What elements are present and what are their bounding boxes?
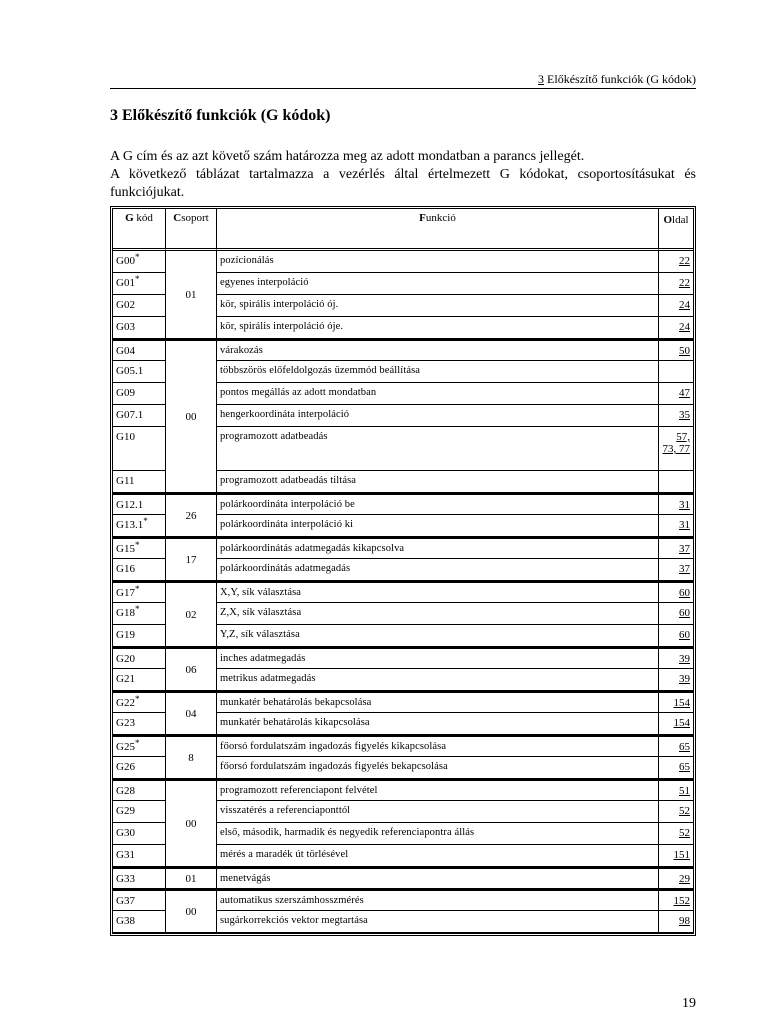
g-code: G12.1	[116, 499, 144, 511]
default-marker: *	[134, 738, 140, 748]
group-cell: 8	[166, 735, 217, 779]
g-code-cell	[113, 295, 166, 317]
page-ref-link[interactable]: 29	[679, 873, 690, 885]
header-group: Csoport	[166, 209, 217, 251]
page-ref-cell	[659, 317, 693, 339]
g-code: G01	[116, 277, 135, 289]
running-header-text: Előkészítő funkciók (G kódok)	[544, 72, 696, 86]
g-code-cell	[113, 537, 166, 559]
table-row	[113, 581, 693, 603]
function-cell: Y,Z, sík választása	[217, 625, 659, 647]
g-code-cell	[113, 801, 166, 823]
running-header-number: 3	[538, 72, 545, 86]
g-code-cell	[113, 625, 166, 647]
g-code: G17	[116, 587, 135, 599]
group-cell: 01	[166, 867, 217, 889]
g-code-cell	[113, 713, 166, 735]
group-cell: 04	[166, 691, 217, 735]
g-code-cell	[113, 735, 166, 757]
function-cell: munkatér behatárolás bekapcsolása	[217, 691, 659, 713]
page-ref-link[interactable]: 65	[679, 741, 690, 753]
running-header	[110, 72, 696, 87]
g-code: G11	[116, 475, 135, 487]
page-ref-link[interactable]: 52	[679, 827, 690, 839]
page-ref-link[interactable]: 37	[679, 563, 690, 575]
g-code: G13.1	[116, 519, 144, 531]
page-ref-link[interactable]: 51	[679, 785, 690, 797]
function-cell: sugárkorrekciós vektor megtartása	[217, 911, 659, 933]
page-ref-cell	[659, 339, 693, 361]
page-ref-link[interactable]: 22	[679, 277, 690, 289]
intro-paragraph-1: A G cím és az azt követő szám határozza meg az adott mondatban a parancs jellegét.	[110, 149, 585, 164]
g-code-cell	[113, 427, 166, 471]
g-code-cell	[113, 273, 166, 295]
g-code: G04	[116, 345, 135, 357]
function-cell: első, második, harmadik és negyedik referenciapontra állás	[217, 823, 659, 845]
g-code-cell	[113, 515, 166, 537]
page-ref-cell	[659, 735, 693, 757]
page-ref-link[interactable]: 31	[679, 519, 690, 531]
function-cell: X,Y, sík választása	[217, 581, 659, 603]
function-cell: polárkoordinátás adatmegadás kikapcsolva	[217, 537, 659, 559]
page-ref-cell	[659, 867, 693, 889]
page-ref-cell	[659, 625, 693, 647]
function-cell: polárkoordinátás adatmegadás	[217, 559, 659, 581]
g-code-cell	[113, 757, 166, 779]
g-code: G21	[116, 673, 135, 685]
header-page: Oldal	[659, 209, 693, 251]
g-code-cell	[113, 493, 166, 515]
g-code: G19	[116, 629, 135, 641]
page-ref-cell	[659, 669, 693, 691]
group-cell: 01	[166, 251, 217, 339]
g-code-cell	[113, 339, 166, 361]
g-code: G07.1	[116, 409, 144, 421]
function-cell: munkatér behatárolás kikapcsolása	[217, 713, 659, 735]
page-ref-cell	[659, 493, 693, 515]
page-ref-cell	[659, 603, 693, 625]
page-ref-link[interactable]: 24	[679, 321, 690, 333]
function-cell: főorsó fordulatszám ingadozás figyelés bekapcsolása	[217, 757, 659, 779]
function-cell: visszatérés a referenciaponttól	[217, 801, 659, 823]
page-ref-cell	[659, 801, 693, 823]
g-code: G29	[116, 805, 135, 817]
page-ref-link[interactable]: 24	[679, 299, 690, 311]
table-row	[113, 889, 693, 911]
g-code-cell	[113, 911, 166, 933]
g-code-cell	[113, 647, 166, 669]
g-code-cell	[113, 779, 166, 801]
page-ref-cell	[659, 647, 693, 669]
page-ref-link[interactable]: 152	[673, 895, 690, 907]
g-code-cell	[113, 251, 166, 273]
page-ref-link[interactable]: 60	[679, 587, 690, 599]
table-row	[113, 537, 693, 559]
page-ref-cell	[659, 911, 693, 933]
g-code: G15	[116, 543, 135, 555]
section-title: 3 Előkészítő funkciók (G kódok)	[110, 107, 331, 124]
page-ref-cell	[659, 471, 693, 493]
table-row	[113, 779, 693, 801]
page-ref-link[interactable]: 65	[679, 761, 690, 773]
function-cell: programozott referenciapont felvétel	[217, 779, 659, 801]
page-ref-cell	[659, 537, 693, 559]
function-cell: várakozás	[217, 339, 659, 361]
g-code-cell	[113, 603, 166, 625]
g-code-cell	[113, 889, 166, 911]
header-function: Funkció	[217, 209, 659, 251]
function-cell: programozott adatbeadás	[217, 427, 659, 471]
g-code: G02	[116, 299, 135, 311]
header-rule	[110, 88, 696, 89]
table-header-row	[113, 209, 693, 251]
g-code-cell	[113, 867, 166, 889]
g-code-table	[110, 206, 696, 936]
page-ref-link[interactable]: 60	[679, 607, 690, 619]
g-code: G23	[116, 717, 135, 729]
g-code: G30	[116, 827, 135, 839]
page-ref-cell	[659, 251, 693, 273]
function-cell: programozott adatbeadás tiltása	[217, 471, 659, 493]
page-ref-link[interactable]: 98	[679, 915, 690, 927]
g-code: G00	[116, 255, 135, 267]
g-code-cell	[113, 581, 166, 603]
page-ref-link[interactable]: 57, 73, 77	[662, 431, 690, 455]
page-ref-link[interactable]: 47	[679, 387, 690, 399]
page-ref-link[interactable]: 60	[679, 629, 690, 641]
page-ref-link[interactable]: 35	[679, 409, 690, 421]
function-cell: polárkoordináta interpoláció be	[217, 493, 659, 515]
function-cell: többszörös előfeldolgozás üzemmód beállítása	[217, 361, 659, 383]
function-cell: automatikus szerszámhosszmérés	[217, 889, 659, 911]
function-cell: kör, spirális interpoláció óje.	[217, 317, 659, 339]
function-cell: kör, spirális interpoláció ój.	[217, 295, 659, 317]
group-cell: 02	[166, 581, 217, 647]
function-cell: pontos megállás az adott mondatban	[217, 383, 659, 405]
page-ref-link[interactable]: 22	[679, 255, 690, 267]
g-code: G33	[116, 873, 135, 885]
g-code-cell	[113, 405, 166, 427]
g-code: G20	[116, 653, 135, 665]
function-cell: polárkoordináta interpoláció ki	[217, 515, 659, 537]
page-ref-link[interactable]: 39	[679, 673, 690, 685]
g-code: G37	[116, 895, 135, 907]
page-ref-link[interactable]: 52	[679, 805, 690, 817]
page-ref-cell	[659, 845, 693, 867]
default-marker: *	[134, 584, 140, 594]
intro-text	[110, 148, 696, 202]
g-code-cell	[113, 471, 166, 493]
function-cell: mérés a maradék út törlésével	[217, 845, 659, 867]
g-code-cell	[113, 559, 166, 581]
page-ref-cell	[659, 581, 693, 603]
function-cell: menetvágás	[217, 867, 659, 889]
page-ref-link[interactable]: 31	[679, 499, 690, 511]
default-marker: *	[134, 540, 140, 550]
table-row	[113, 867, 693, 889]
group-cell: 00	[166, 339, 217, 493]
table-body	[113, 251, 693, 933]
page-ref-cell	[659, 273, 693, 295]
g-code: G09	[116, 387, 135, 399]
page-ref-link[interactable]: 50	[679, 345, 690, 357]
page-ref-link[interactable]: 39	[679, 653, 690, 665]
g-code: G03	[116, 321, 135, 333]
function-cell: Z,X, sík választása	[217, 603, 659, 625]
table-row	[113, 493, 693, 515]
intro-paragraph-2: A következő táblázat tartalmazza a vezérlés által értelmezett G kódokat, csoportosításukat és funkciójukat.	[110, 167, 696, 200]
g-code: G16	[116, 563, 135, 575]
default-marker: *	[134, 694, 140, 704]
page-number: 19	[682, 996, 696, 1011]
page-ref-cell	[659, 889, 693, 911]
page-ref-cell	[659, 713, 693, 735]
page-ref-link[interactable]: 37	[679, 543, 690, 555]
g-code-cell	[113, 845, 166, 867]
g-code-cell	[113, 823, 166, 845]
g-code-cell	[113, 669, 166, 691]
default-marker: *	[134, 604, 140, 614]
g-code-cell	[113, 361, 166, 383]
page-ref-cell	[659, 295, 693, 317]
page-ref-link[interactable]: 154	[673, 697, 690, 709]
table-row	[113, 251, 693, 273]
g-code: G31	[116, 849, 135, 861]
g-code: G28	[116, 785, 135, 797]
page-ref-cell	[659, 361, 693, 383]
group-cell: 00	[166, 889, 217, 933]
function-cell: egyenes interpoláció	[217, 273, 659, 295]
page-ref-cell	[659, 515, 693, 537]
function-cell: hengerkoordináta interpoláció	[217, 405, 659, 427]
table-row	[113, 647, 693, 669]
table-row	[113, 691, 693, 713]
g-code-cell	[113, 691, 166, 713]
page-ref-cell	[659, 427, 693, 471]
function-cell: inches adatmegadás	[217, 647, 659, 669]
group-cell: 17	[166, 537, 217, 581]
page-ref-cell	[659, 383, 693, 405]
g-code: G26	[116, 761, 135, 773]
group-cell: 00	[166, 779, 217, 867]
g-code: G25	[116, 741, 135, 753]
default-marker: *	[143, 516, 148, 526]
page-ref-cell	[659, 823, 693, 845]
default-marker: *	[134, 252, 140, 262]
g-code: G18	[116, 607, 135, 619]
page-ref-cell	[659, 405, 693, 427]
function-cell: főorsó fordulatszám ingadozás figyelés kikapcsolása	[217, 735, 659, 757]
table-row	[113, 339, 693, 361]
g-code: G05.1	[116, 365, 144, 377]
page-ref-cell	[659, 779, 693, 801]
default-marker: *	[134, 274, 140, 284]
group-cell: 06	[166, 647, 217, 691]
g-code: G38	[116, 915, 135, 927]
header-g-code: G kód	[113, 209, 166, 251]
group-cell: 26	[166, 493, 217, 537]
page-ref-cell	[659, 757, 693, 779]
page-ref-cell	[659, 559, 693, 581]
g-code-cell	[113, 383, 166, 405]
page-ref-cell	[659, 691, 693, 713]
function-cell: pozícionálás	[217, 251, 659, 273]
page-ref-link[interactable]: 154	[673, 717, 690, 729]
g-code: G22	[116, 697, 135, 709]
g-code-cell	[113, 317, 166, 339]
function-cell: metrikus adatmegadás	[217, 669, 659, 691]
g-code: G10	[116, 431, 135, 443]
page-ref-link[interactable]: 151	[673, 849, 690, 861]
table-row	[113, 735, 693, 757]
